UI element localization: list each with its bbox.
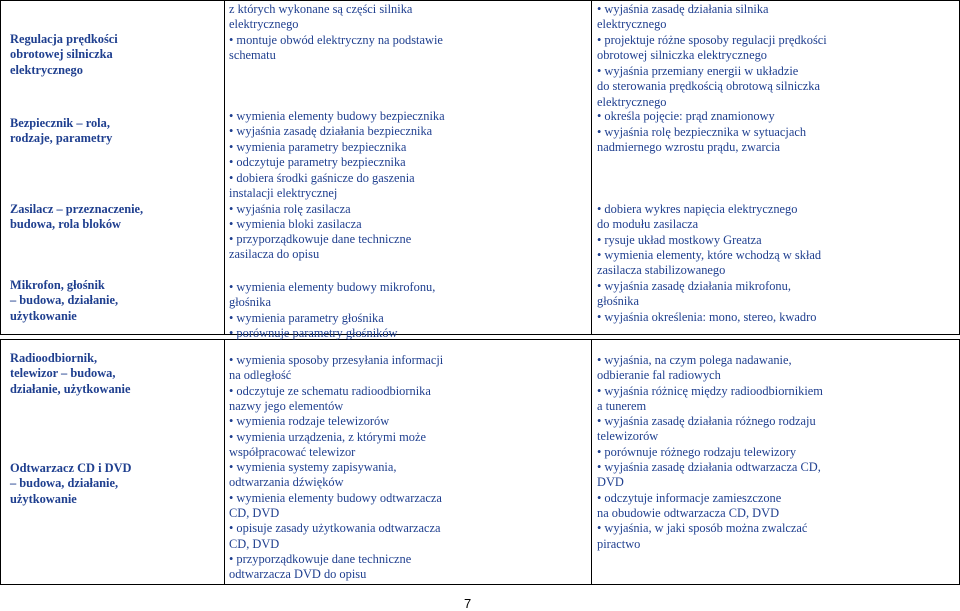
requirement-item-line: • wyjaśnia zasadę działania mikrofonu, — [597, 279, 791, 293]
requirement-item — [229, 140, 434, 155]
requirement-item — [229, 33, 443, 64]
requirement-item-line: • wymienia sposoby przesyłania informacji — [229, 353, 444, 367]
requirement-item — [597, 383, 823, 415]
requirement-item-line: • montuje obwód elektryczny na podstawie — [229, 33, 443, 47]
requirement-item-line: • odczytuje informacje zamieszczone — [597, 490, 782, 505]
requirement-item-line: • wyjaśnia zasadę działania różnego rodzaju — [597, 414, 816, 429]
topic-title-line: Mikrofon, głośnik — [10, 278, 105, 292]
requirement-item — [229, 430, 434, 461]
requirement-item-line: • przyporządkowuje dane techniczne — [229, 232, 412, 246]
requirement-item — [229, 552, 434, 583]
topic-title-line: działanie, użytkowanie — [10, 381, 131, 396]
topic-title — [10, 32, 215, 78]
requirement-item-line: • odczytuje parametry bezpiecznika — [229, 155, 406, 169]
topic-title-line: Radioodbiornik, — [10, 351, 98, 365]
requirement-item-line: • wyjaśnia określenia: mono, stereo, kwadro — [597, 310, 817, 324]
requirement-item-line: elektrycznego — [597, 94, 667, 109]
requirement-item-line: • przyporządkowuje dane techniczne — [229, 551, 412, 566]
requirement-item-line: • wymienia elementy budowy odtwarzacza — [229, 490, 442, 505]
requirement-item-line: elektrycznego — [597, 17, 667, 32]
requirement-item — [229, 460, 434, 491]
requirement-item — [597, 64, 820, 110]
requirement-item-line: nadmiernego wzrostu prądu, zwarcia — [597, 140, 781, 155]
requirement-item — [597, 521, 808, 552]
requirement-item — [597, 33, 827, 64]
requirement-item-line: • projektuje różne sposoby regulacji prędkości — [597, 33, 827, 47]
requirement-item-line: elektrycznego — [229, 17, 299, 32]
topic-title — [10, 202, 215, 233]
topic-title — [10, 461, 215, 507]
requirement-item — [229, 490, 442, 522]
requirement-item — [229, 521, 441, 552]
requirement-item-line: • wymienia bloki zasilacza — [229, 217, 362, 231]
requirement-item-line: • dobiera środki gaśnicze do gaszenia — [229, 171, 415, 185]
topic-title — [10, 278, 215, 324]
requirement-item-line: nazwy jego elementów — [229, 398, 344, 413]
requirement-item-line: • wyjaśnia rolę zasilacza — [229, 202, 351, 216]
requirement-item — [229, 109, 445, 124]
requirement-item-line: głośnika — [597, 294, 639, 309]
topic-title-line: Odtwarzacz CD i DVD — [10, 461, 132, 475]
requirement-item-line: • porównuje parametry głośników — [229, 326, 398, 340]
requirement-item-line: • opisuje zasady użytkowania odtwarzacza — [229, 521, 441, 536]
requirement-item — [597, 279, 802, 310]
requirement-item — [597, 125, 807, 156]
requirement-item-line: CD, DVD — [229, 505, 280, 520]
requirement-item — [597, 353, 802, 384]
requirement-item-line: • odczytuje ze schematu radioodbiornika — [229, 383, 431, 398]
requirement-item-line: do sterowania prędkością obrotową silniczka — [597, 79, 820, 94]
requirement-item-line: zasilacza stabilizowanego — [597, 263, 726, 278]
topic-title-line: użytkowanie — [10, 491, 77, 506]
requirement-item-line: piractwo — [597, 536, 641, 551]
requirement-item-line: • określa pojęcie: prąd znamionowy — [597, 109, 775, 123]
requirement-item — [597, 491, 802, 522]
requirement-item-line: DVD — [597, 475, 624, 490]
topic-title-line: Regulacja prędkości — [10, 32, 118, 46]
requirement-item-line: obrotowej silniczka elektrycznego — [597, 48, 767, 63]
requirement-item-line: z których wykonane są części silnika — [229, 2, 413, 16]
requirement-item-line: • wyjaśnia zasadę działania silnika — [597, 2, 769, 16]
requirement-item-line: odtwarzacza DVD do opisu — [229, 567, 367, 582]
topic-title — [10, 116, 215, 147]
topic-title-line: Bezpiecznik – rola, — [10, 116, 110, 130]
page-number: 7 — [464, 596, 472, 611]
requirement-item-line: • wyjaśnia zasadę działania bezpiecznika — [229, 124, 433, 138]
requirement-item — [597, 233, 802, 248]
requirement-item — [229, 311, 434, 326]
table-row-2 — [0, 339, 960, 584]
requirement-item-line: współpracować telewizor — [229, 444, 356, 459]
requirement-item-line: • wyjaśnia przemiany energii w układzie — [597, 64, 799, 78]
requirement-item-line: a tunerem — [597, 398, 647, 413]
topic-title-line: telewizor – budowa, — [10, 366, 116, 381]
requirement-item-line: głośnika — [229, 295, 271, 310]
requirement-item — [229, 171, 434, 202]
requirement-item — [597, 248, 822, 279]
requirement-item-line: • wymienia parametry bezpiecznika — [229, 140, 407, 154]
table-border-bottom — [0, 584, 960, 585]
topic-title — [10, 351, 215, 397]
requirement-item-line: odtwarzania dźwięków — [229, 475, 344, 490]
requirement-item-line: na odległość — [229, 368, 292, 383]
requirement-item-line: instalacji elektrycznej — [229, 186, 338, 201]
requirement-item — [229, 202, 434, 217]
requirement-item-line: zasilacza do opisu — [229, 247, 320, 262]
requirement-item-line: • wyjaśnia, w jaki sposób można zwalczać — [597, 521, 808, 536]
requirement-item — [229, 280, 434, 311]
requirement-item — [597, 460, 821, 491]
requirement-item-line: • wymienia urządzenia, z którymi może — [229, 429, 427, 444]
requirement-item-line: • wymienia elementy budowy mikrofonu, — [229, 280, 436, 294]
requirement-item — [229, 353, 444, 384]
requirement-item — [597, 202, 802, 233]
requirement-item — [229, 232, 434, 263]
topic-title-line: rodzaje, parametry — [10, 131, 113, 146]
requirement-item — [229, 414, 434, 429]
requirement-item-line: schematu — [229, 48, 276, 63]
requirement-item-line: • wymienia parametry głośnika — [229, 311, 384, 325]
requirement-item-line: • dobiera wykres napięcia elektrycznego — [597, 202, 798, 216]
requirement-item-line: telewizorów — [597, 429, 659, 444]
requirement-item — [229, 2, 434, 33]
requirement-item-line: na obudowie odtwarzacza CD, DVD — [597, 505, 780, 520]
requirement-item — [597, 445, 802, 460]
topic-title-line: – budowa, działanie, — [10, 293, 119, 308]
requirement-item — [597, 310, 817, 325]
topic-title-line: budowa, rola bloków — [10, 217, 121, 232]
requirement-item-line: • wymienia elementy, które wchodzą w skład — [597, 248, 822, 262]
requirement-item-line: • wyjaśnia rolę bezpiecznika w sytuacjach — [597, 125, 807, 139]
requirement-item-line: • wymienia elementy budowy bezpiecznika — [229, 109, 445, 123]
requirement-item — [597, 414, 816, 445]
topic-title-line: obrotowej silniczka — [10, 47, 113, 62]
topic-title-line: Zasilacz – przeznaczenie, — [10, 202, 144, 216]
requirement-item — [229, 217, 434, 232]
requirement-item — [229, 124, 434, 139]
requirement-item-line: • wymienia systemy zapisywania, — [229, 460, 397, 475]
requirement-item — [229, 155, 434, 170]
requirement-item — [229, 384, 434, 415]
requirement-item-line: • rysuje układ mostkowy Greatza — [597, 233, 762, 247]
requirement-item-line: • wyjaśnia, na czym polega nadawanie, — [597, 353, 792, 367]
requirement-item-line: • wyjaśnia zasadę działania odtwarzacza CD, — [597, 460, 821, 475]
topic-title-line: elektrycznego — [10, 62, 83, 77]
requirement-item-line: • porównuje różnego rodzaju telewizory — [597, 444, 797, 459]
requirement-item-line: odbieranie fal radiowych — [597, 368, 721, 383]
topic-title-line: – budowa, działanie, — [10, 476, 119, 491]
requirement-item-line: do modułu zasilacza — [597, 217, 699, 232]
row1-border-bottom — [0, 334, 960, 335]
requirement-item — [597, 2, 802, 33]
topic-title-line: użytkowanie — [10, 308, 77, 323]
requirement-item-line: • wyjaśnia różnicę między radioodbiornikiem — [597, 383, 823, 398]
requirement-item-line: CD, DVD — [229, 536, 280, 551]
requirement-item — [597, 109, 802, 124]
requirement-item-line: • wymienia rodzaje telewizorów — [229, 414, 390, 429]
